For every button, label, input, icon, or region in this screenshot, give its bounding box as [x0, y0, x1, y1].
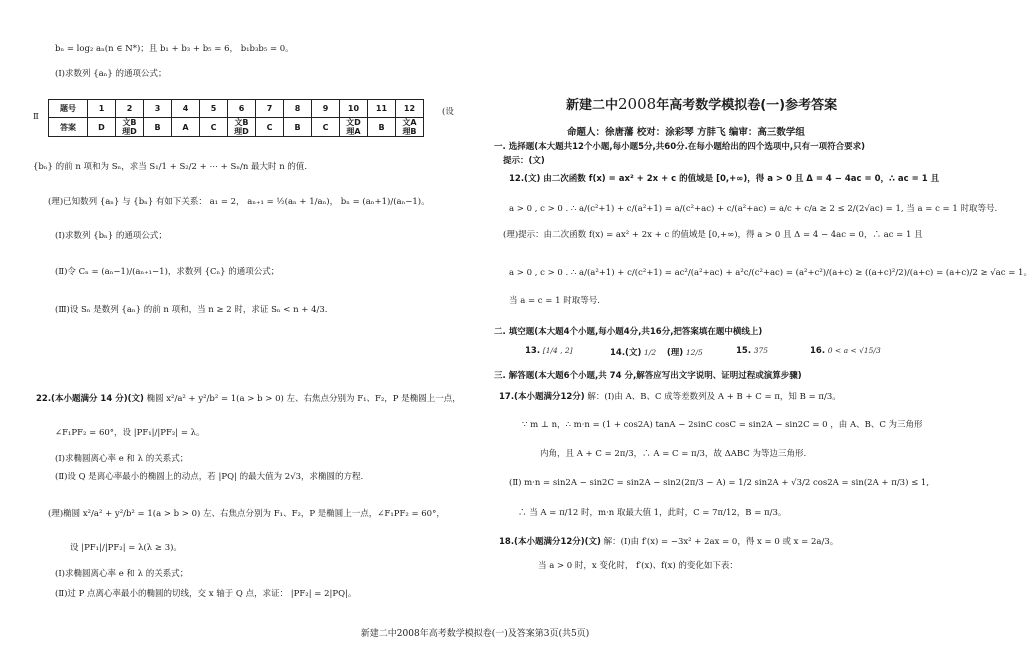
left-line-4: (理)已知数列 {aₙ} 与 {bₙ} 有如下关系： a₁ = 2， aₙ₊₁ = ½(aₙ + 1/aₙ)， bₙ = (aₙ+1)/(aₙ−1)。 [48, 197, 430, 207]
table-cell: B [284, 118, 312, 137]
table-cell: 5 [200, 100, 228, 118]
q12-line-d: a > 0 , c > 0 . ∴ a/(a²+1) + c/(c²+1) = ac²/(a²+ac) + a²c/(c²+ac) = (a²+c²)/(a+c) ≥ ((a+c)²/2)/(a+c) = (a+c)/2 ≥ √ac = 1。 [509, 268, 1032, 278]
page-title [566, 94, 837, 113]
table-cell: 答案 [49, 118, 88, 137]
table-cell: A [172, 118, 200, 137]
table-cell: C [256, 118, 284, 137]
left-line-6: (Ⅱ)令 Cₙ = (aₙ−1)/(aₙ₊₁−1)，求数列 {Cₙ} 的通项公式； [55, 267, 280, 277]
left-q22-line-c: (Ⅰ)求椭圆离心率 e 和 λ 的关系式； [55, 454, 189, 464]
left-line-5: (Ⅰ)求数列 {bₙ} 的通项公式； [55, 231, 167, 241]
fill-14b-label: (理) [666, 348, 684, 358]
table-cell: 文B 理D [116, 118, 144, 137]
fill-15 [736, 346, 768, 356]
table-cell: 6 [228, 100, 256, 118]
left-q22-line-d: (Ⅱ)设 Q 是离心率最小的椭圆上的动点，若 |PQ| 的最大值为 2√3，求椭圆的方程. [55, 472, 364, 482]
table-cell: 1 [88, 100, 116, 118]
q17-line-b: ∵ m ⊥ n，∴ m·n = (1 + cos2A) tanA − 2sinC cosC = sin2A − sin2C = 0 ，由 A、B、C 为三角形 [522, 420, 923, 430]
q17-text-a: 解：(Ⅰ)由 A、B、C 成等差数列及 A + B + C = π，知 B = π/3。 [587, 392, 841, 402]
left-q22-line-h: (Ⅱ)过 P 点离心率最小的椭圆的切线，交 x 轴于 Q 点，求证： |PF₂| = 2|PQ|。 [55, 589, 357, 599]
section-2-heading: 二. 填空题(本大题4个小题,每小题4分,共16分,把答案填在题中横线上) [494, 327, 763, 337]
table-cell: D [88, 118, 116, 137]
q18-text-a: 解：(Ⅰ)由 f′(x) = −3x² + 2ax = 0，得 x = 0 或 x = 2a/3。 [603, 537, 839, 547]
authors-line: 命题人：徐唐藩 校对：涂彩琴 方肨飞 编审：高三数学组 [567, 127, 805, 138]
fill-15-value: 375 [753, 346, 769, 355]
q12-line-c: (理)提示：由二次函数 f(x) = ax² + 2x + c 的值域是 [0,+∞)，得 a > 0 且 Δ = 4 − 4ac = 0，∴ ac = 1 且 [503, 230, 923, 240]
fill-14-label: 14.(文) [610, 348, 642, 358]
q17-line-e: ∴ 当 A = π/12 时，m·n 取最大值 1，此时，C = 7π/12，B = π/3。 [518, 508, 787, 518]
answer-table-answer-row [49, 118, 424, 137]
hint-label: 提示：(文) [503, 156, 545, 166]
left-q22-line-b: ∠F₁PF₂ = 60°，设 |PF₁|/|PF₂| = λ。 [55, 428, 205, 438]
q18-line-a [499, 535, 838, 547]
table-cell: 10 [340, 100, 368, 118]
q12-line-e: 当 a = c = 1 时取等号. [509, 296, 600, 306]
table-cell: C [312, 118, 340, 137]
section-3-heading: 三. 解答题(本大题6个小题,共 74 分,解答应写出文字说明、证明过程或演算步骤) [494, 371, 802, 381]
table-cell: 12 [396, 100, 424, 118]
fill-14-value: 1/2 [644, 348, 657, 357]
left-line-1: bₙ = log₂ aₙ(n ∈ N*)；且 b₁ + b₃ + b₅ = 6， b₁b₃b₅ = 0。 [55, 44, 294, 54]
table-cell: 题号 [49, 100, 88, 118]
table-cell: C [200, 118, 228, 137]
question-22-text: 椭圆 x²/a² + y²/b² = 1(a > b > 0) 左、右焦点分别为 F₁、F₂，P 是椭圆上一点， [146, 394, 461, 404]
question-22-label: 22.(本小题满分 14 分)(文) [36, 394, 144, 404]
table-cell: 9 [312, 100, 340, 118]
q12-line-a [509, 172, 939, 184]
q12-line-b: a > 0 , c > 0 . ∴ a/(c²+1) + c/(a²+1) = a/(c²+ac) + c/(a²+ac) = a/c + c/a ≥ 2 ≤ 2/(2√ac) = 1, 当 a = c = 1 时取等号. [509, 204, 998, 214]
question-22-heading [36, 392, 461, 404]
answer-table-header-row [49, 100, 424, 118]
fill-16 [810, 346, 881, 356]
answer-table [48, 99, 424, 137]
table-side-right: (设 [442, 107, 454, 117]
q17-line-a [499, 390, 841, 402]
table-cell: 2 [116, 100, 144, 118]
q18-line-b: 当 a > 0 时，x 变化时， f′(x)、f(x) 的变化如下表： [538, 561, 738, 571]
q17-line-d: (Ⅱ) m·n = sin2A − sin2C = sin2A − sin2(2π/3 − A) = 1/2 sin2A + √3/2 cos2A = sin(2A + π/3) ≤ 1, [509, 478, 930, 488]
table-cell: 8 [284, 100, 312, 118]
title-part-a: 新建二中 [566, 98, 619, 113]
left-line-7: (Ⅲ)设 Sₙ 是数列 {aₙ} 的前 n 项和，当 n ≥ 2 时，求证 Sₙ < n + 4/3. [55, 305, 328, 315]
title-year: 2008 [618, 95, 657, 113]
table-cell: B [144, 118, 172, 137]
left-q22-line-g: (Ⅰ)求椭圆离心率 e 和 λ 的关系式； [55, 569, 189, 579]
fill-14 [610, 346, 703, 358]
table-cell: 3 [144, 100, 172, 118]
table-side-left: Ⅱ [33, 112, 39, 122]
fill-13 [525, 346, 573, 356]
table-cell: B [368, 118, 396, 137]
left-line-2: (Ⅰ)求数列 {aₙ} 的通项公式； [55, 69, 167, 79]
q17-line-c: 内角，且 A + C = 2π/3，∴ A = C = π/3，故 ΔABC 为等边三角形. [540, 449, 807, 459]
page-footer: 新建二中2008年高考数学模拟卷(一)及答案第3页(共5页) [360, 629, 590, 639]
left-line-3: {bₙ} 的前 n 项和为 Sₙ，求当 S₁/1 + S₂/2 + ⋯ + Sₙ/n 最大时 n 的值. [33, 162, 308, 172]
q12-text-a: 12.(文) 由二次函数 f(x) = ax² + 2x + c 的值域是 [0,+∞)，得 a > 0 且 Δ = 4 − 4ac = 0，∴ ac = 1 且 [509, 174, 940, 184]
fill-16-label: 16. [810, 346, 826, 356]
table-cell: 文D 理A [340, 118, 368, 137]
table-cell: 文B 理D [228, 118, 256, 137]
table-cell: 文A 理B [396, 118, 424, 137]
fill-13-value: [1/4 , 2] [542, 346, 573, 355]
q17-label: 17.(本小题满分12分) [499, 392, 585, 402]
table-cell: 11 [368, 100, 396, 118]
fill-15-label: 15. [736, 346, 752, 356]
table-cell: 4 [172, 100, 200, 118]
left-q22-line-e: (理)椭圆 x²/a² + y²/b² = 1(a > b > 0) 左、右焦点分别为 F₁、F₂，P 是椭圆上一点，∠F₁PF₂ = 60°， [48, 509, 445, 519]
fill-14b-value: 12/5 [685, 348, 703, 357]
left-q22-line-f: 设 |PF₁|/|PF₂| = λ(λ ≥ 3)。 [70, 543, 182, 553]
q18-label: 18.(本小题满分12分)(文) [499, 537, 601, 547]
fill-16-value: 0 < a < √15/3 [827, 346, 881, 355]
table-cell: 7 [256, 100, 284, 118]
section-1-heading: 一. 选择题(本大题共12个小题,每小题5分,共60分.在每小题给出的四个选项中,只有一项符合要求) [494, 142, 865, 152]
title-part-b: 年高考数学模拟卷(一)参考答案 [656, 98, 838, 113]
fill-13-label: 13. [525, 346, 541, 356]
